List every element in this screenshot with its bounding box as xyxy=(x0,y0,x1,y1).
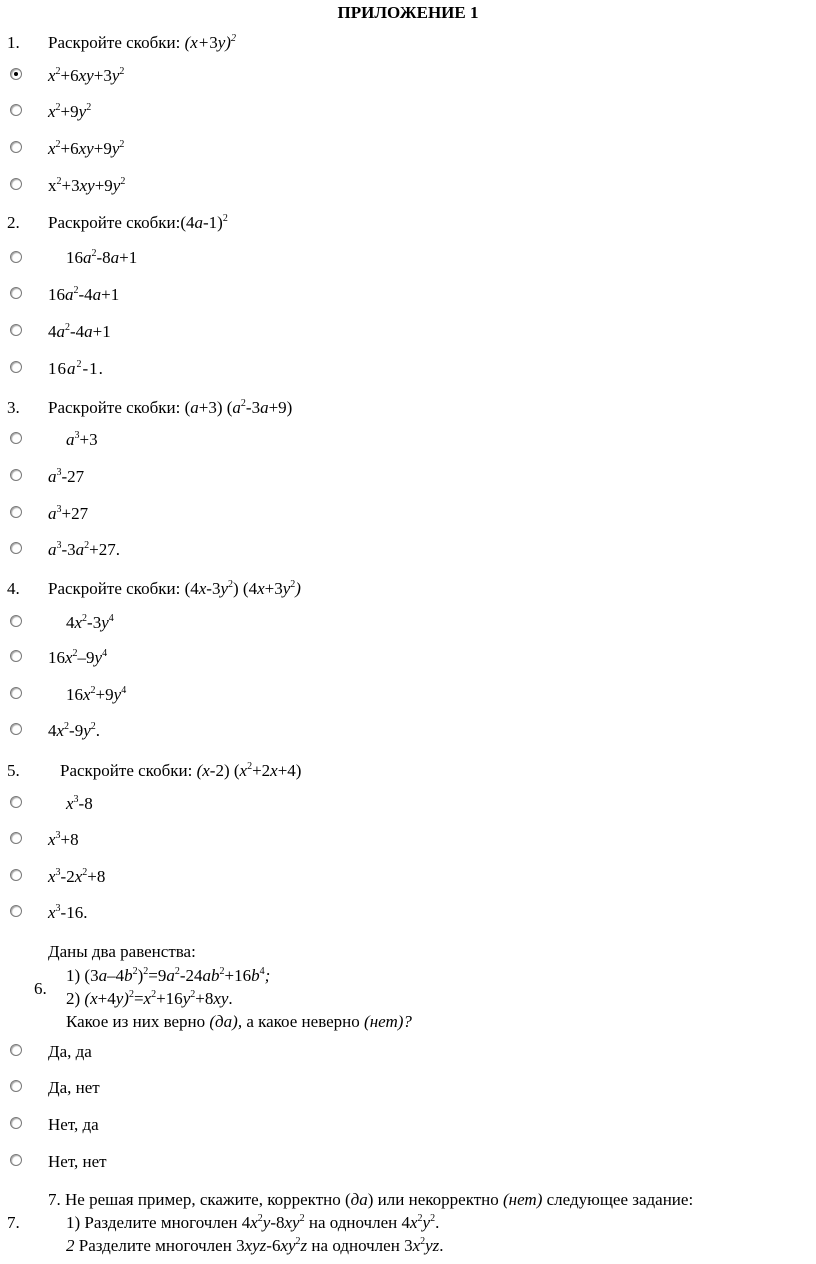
q5-option-1-radio[interactable] xyxy=(10,796,22,808)
question-1-text: Раскройте скобки: $(x+3y)^2$ xyxy=(48,33,236,52)
q2-option-4-radio[interactable] xyxy=(10,361,22,373)
q2-option-4: $16a^2-1$. xyxy=(48,359,104,378)
question-2-text: Раскройте $скобки:(4a-1)^2$ xyxy=(48,213,228,232)
q5-option-1: $x^3-8$ xyxy=(66,794,93,813)
question-6-equation-1: 1) $(3a-4b^2)^2=9a^2-24ab^2+16b^4$; xyxy=(66,966,271,985)
question-6-equation-2: 2) $(x+4y)^2=x^2+16y^2+8xy$. xyxy=(66,989,233,1008)
q6-option-1: Да, да xyxy=(48,1042,92,1061)
q6-option-4: Нет, нет xyxy=(48,1152,107,1171)
question-3-number: 3. xyxy=(7,398,20,417)
q2-option-2-radio[interactable] xyxy=(10,287,22,299)
q1-option-4: $x^2+3xy+9y^2$ xyxy=(48,176,126,195)
question-7-number: 7. xyxy=(7,1213,20,1232)
q3-option-2: $a^3-27$ xyxy=(48,467,85,486)
question-4-text: Раскройте скобки: $(4x-3y^2)$ $(4x+3y^2)$ xyxy=(48,579,301,598)
q1-option-1: $x^2+6xy+3y^2$ xyxy=(48,66,125,85)
q6-option-2: Да, нет xyxy=(48,1078,100,1097)
q5-option-2-radio[interactable] xyxy=(10,832,22,844)
q3-option-3-radio[interactable] xyxy=(10,506,22,518)
question-6-number: 6. xyxy=(34,979,47,998)
q4-option-2: $16x^2-9y^4$ xyxy=(48,648,108,667)
q1-option-2-radio[interactable] xyxy=(10,104,22,116)
q5-option-3: $x^3-2x^2+8$ xyxy=(48,867,106,886)
page-title: ПРИЛОЖЕНИЕ 1 xyxy=(337,3,479,22)
q3-option-1-radio[interactable] xyxy=(10,432,22,444)
question-2-number: 2. xyxy=(7,213,20,232)
q6-option-3-radio[interactable] xyxy=(10,1117,22,1129)
q6-option-3: Нет, да xyxy=(48,1115,99,1134)
q4-option-1: $4x^2-3y^4$ xyxy=(66,613,114,632)
q2-option-3-radio[interactable] xyxy=(10,324,22,336)
q4-option-4-radio[interactable] xyxy=(10,723,22,735)
q6-option-1-radio[interactable] xyxy=(10,1044,22,1056)
q1-option-3-radio[interactable] xyxy=(10,141,22,153)
question-3-text: Раскройте скобки: (a+3) $(a^2-3a+9)$ xyxy=(48,398,293,417)
q6-option-2-radio[interactable] xyxy=(10,1080,22,1092)
q1-option-1-radio[interactable] xyxy=(10,68,22,80)
q2-option-2: $16a^2-4a+1$ xyxy=(48,285,120,304)
q3-option-1: $a^3+3$ xyxy=(66,430,98,449)
q3-option-2-radio[interactable] xyxy=(10,469,22,481)
q5-option-2: $x^3+8$ xyxy=(48,830,79,849)
q5-option-4: $x^3-16$. xyxy=(48,903,88,922)
question-6-intro: Даны два равенства: xyxy=(48,942,196,961)
question-7-line-1: 7. Не решая пример, скажите, корректно (да) или некорректно (нет) следующее задание: xyxy=(48,1190,694,1209)
q1-option-2: $x^2+9y^2$ xyxy=(48,102,92,121)
q2-option-1: $16a^2-8a+1$ xyxy=(66,248,138,267)
question-1-number: 1. xyxy=(7,33,20,52)
q3-option-3: $a^3+27$ xyxy=(48,504,89,523)
question-6-question: Какое из них верно (да), а какое неверно (нет)? xyxy=(66,1012,412,1031)
question-4-number: 4. xyxy=(7,579,20,598)
question-7-item-1: 1) Разделите многочлен $4x^2y-8xy^2$ на одночлен $4x^2y^2$. xyxy=(66,1213,440,1232)
q6-option-4-radio[interactable] xyxy=(10,1154,22,1166)
q2-option-1-radio[interactable] xyxy=(10,251,22,263)
q3-option-4: $a^3-3a^2+27$. xyxy=(48,540,121,559)
q1-option-3: $x^2+6xy+9y^2$ xyxy=(48,139,125,158)
q3-option-4-radio[interactable] xyxy=(10,542,22,554)
q5-option-3-radio[interactable] xyxy=(10,869,22,881)
q4-option-2-radio[interactable] xyxy=(10,650,22,662)
q4-option-3: $16x^2+9y^4$ xyxy=(66,685,127,704)
q4-option-4: $4x^2-9y^2$. xyxy=(48,721,101,740)
question-7-item-2: 2 Разделите многочлен $3xyz-6xy^2z$ на одночлен $3x^2yz$. xyxy=(66,1236,444,1255)
question-5-number: 5. xyxy=(7,761,20,780)
q5-option-4-radio[interactable] xyxy=(10,905,22,917)
q1-option-4-radio[interactable] xyxy=(10,178,22,190)
question-5-text: Раскройте скобки: (x-2) $(x^2+2x+4)$ xyxy=(60,761,302,780)
q4-option-3-radio[interactable] xyxy=(10,687,22,699)
q2-option-3: $4a^2-4a+1$ xyxy=(48,322,111,341)
q4-option-1-radio[interactable] xyxy=(10,615,22,627)
